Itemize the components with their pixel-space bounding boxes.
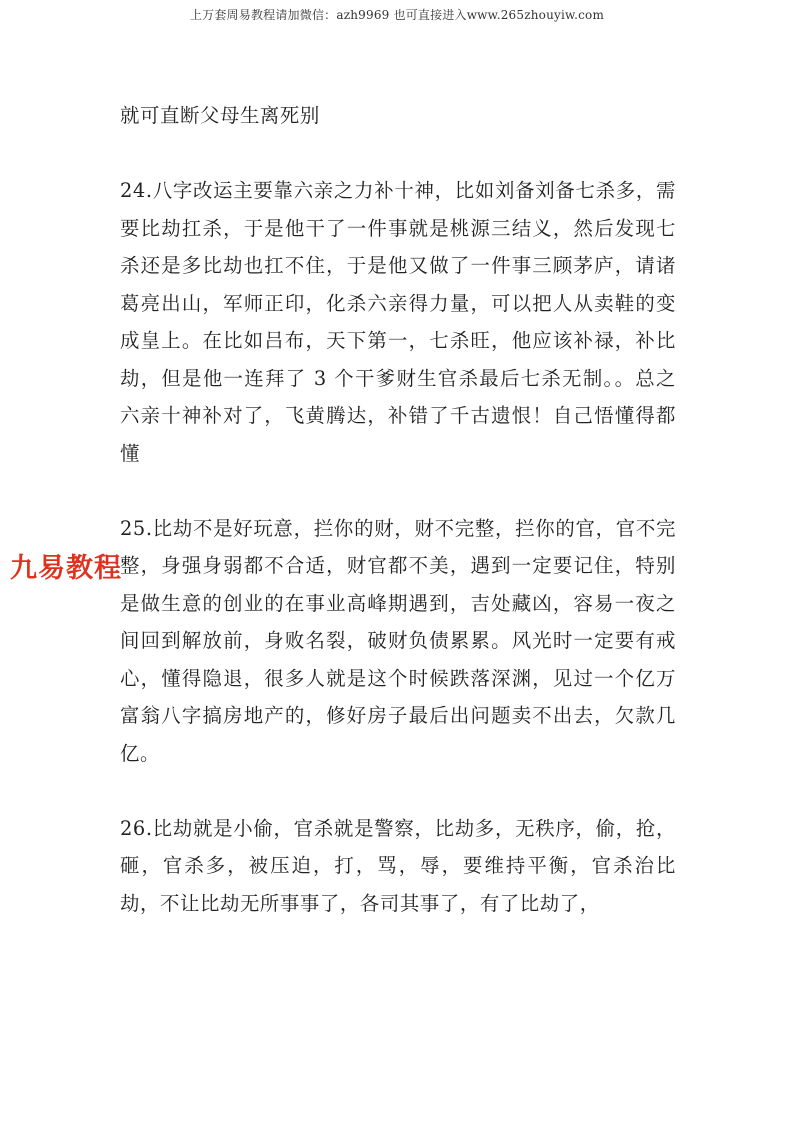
paragraph-continuation: 就可直断父母生离死别	[120, 104, 320, 127]
header-banner: 上万套周易教程请加微信：azh9969 也可直接进入www.265zhouyiw.com	[189, 8, 605, 22]
paragraph-24: 24.八字改运主要靠六亲之力补十神，比如刘备刘备七杀多，需要比劫扛杀，于是他干了一件事就是桃源三结义，然后发现七杀还是多比劫也扛不住，于是他又做了一件事三顾茅庐，请诸葛亮出山，军师正印，化杀六亲得力量，可以把人从卖鞋的变成皇上。在比如吕布，天下第一，七杀旺，他应该补禄，补比劫，但是他一连拜了 3 个干爹财生官杀最后七杀无制。。总之六亲十神补对了，飞黄腾达，补错了千古遗恨！自己悟懂得都懂	[120, 179, 676, 465]
document-body	[120, 97, 676, 922]
paragraph-26: 26.比劫就是小偷，官杀就是警察，比劫多，无秩序，偷，抢，砸，官杀多，被压迫，打，骂，辱，要维持平衡，官杀治比劫，不让比劫无所事事了，各司其事了，有了比劫了，	[120, 816, 676, 915]
paragraph-25: 25.比劫不是好玩意，拦你的财，财不完整，拦你的官，官不完整，身强身弱都不合适，财官都不美，遇到一定要记住，特别是做生意的创业的在事业高峰期遇到，吉处藏凶，容易一夜之间回到解放前，身败名裂，破财负债累累。风光时一定要有戒心，懂得隐退，很多人就是这个时候跌落深渊，见过一个亿万富翁八字搞房地产的，修好房子最后出问题卖不出去，欠款几亿。	[120, 516, 676, 765]
watermark-logo: 九易教程	[10, 553, 122, 584]
